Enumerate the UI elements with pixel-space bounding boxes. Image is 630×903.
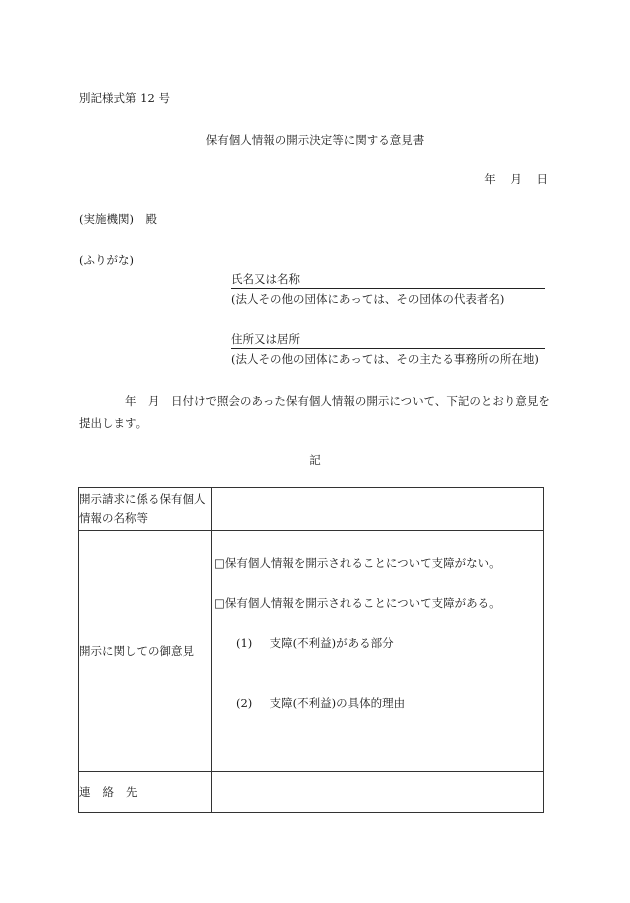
table-row bbox=[79, 531, 544, 772]
opinion-label: 開示に関しての御意見 bbox=[79, 531, 212, 772]
sub-item-2 bbox=[236, 695, 405, 711]
furigana-label: (ふりがな) bbox=[79, 253, 134, 267]
sub-item-1-text: 支障(不利益)がある部分 bbox=[269, 636, 394, 650]
info-name-label: 開示請求に係る保有個人情報の名称等 bbox=[79, 488, 212, 531]
name-note: (法人その他の団体にあっては、その団体の代表者名) bbox=[231, 292, 505, 306]
opinion-table bbox=[78, 487, 544, 813]
table-row bbox=[79, 488, 544, 531]
recipient: (実施機関) 殿 bbox=[79, 212, 157, 226]
date-month: 月 bbox=[510, 172, 522, 186]
form-number: 別記様式第 12 号 bbox=[79, 91, 170, 105]
contact-label: 連絡先 bbox=[79, 772, 212, 813]
name-field[interactable] bbox=[231, 271, 545, 289]
contact-cell[interactable] bbox=[212, 772, 544, 813]
sub-item-1 bbox=[236, 635, 394, 651]
table-row bbox=[79, 772, 544, 813]
address-label: 住所又は居所 bbox=[231, 332, 300, 346]
date-day: 日 bbox=[536, 172, 548, 186]
address-note: (法人その他の団体にあっては、その主たる事務所の所在地) bbox=[231, 352, 539, 366]
option-issue[interactable]: □保有個人情報を開示されることについて支障がある。 bbox=[214, 596, 501, 610]
info-name-cell[interactable] bbox=[212, 488, 544, 531]
document-title: 保有個人情報の開示決定等に関する意見書 bbox=[205, 133, 425, 147]
body-text: 年 月 日付けで照会のあった保有個人情報の開示について、下記のとおり意見を提出します。 bbox=[79, 394, 550, 430]
date-year: 年 bbox=[484, 172, 496, 186]
name-label: 氏名又は名称 bbox=[231, 272, 300, 286]
sub-item-2-number: (2) bbox=[236, 696, 253, 710]
opinion-cell[interactable] bbox=[212, 531, 544, 772]
sub-item-1-number: (1) bbox=[236, 636, 253, 650]
option-no-issue[interactable]: □保有個人情報を開示されることについて支障がない。 bbox=[214, 556, 501, 570]
date-line bbox=[484, 171, 548, 187]
sub-item-2-text: 支障(不利益)の具体的理由 bbox=[269, 696, 406, 710]
ki-heading: 記 bbox=[309, 453, 321, 467]
address-field[interactable] bbox=[231, 331, 545, 349]
